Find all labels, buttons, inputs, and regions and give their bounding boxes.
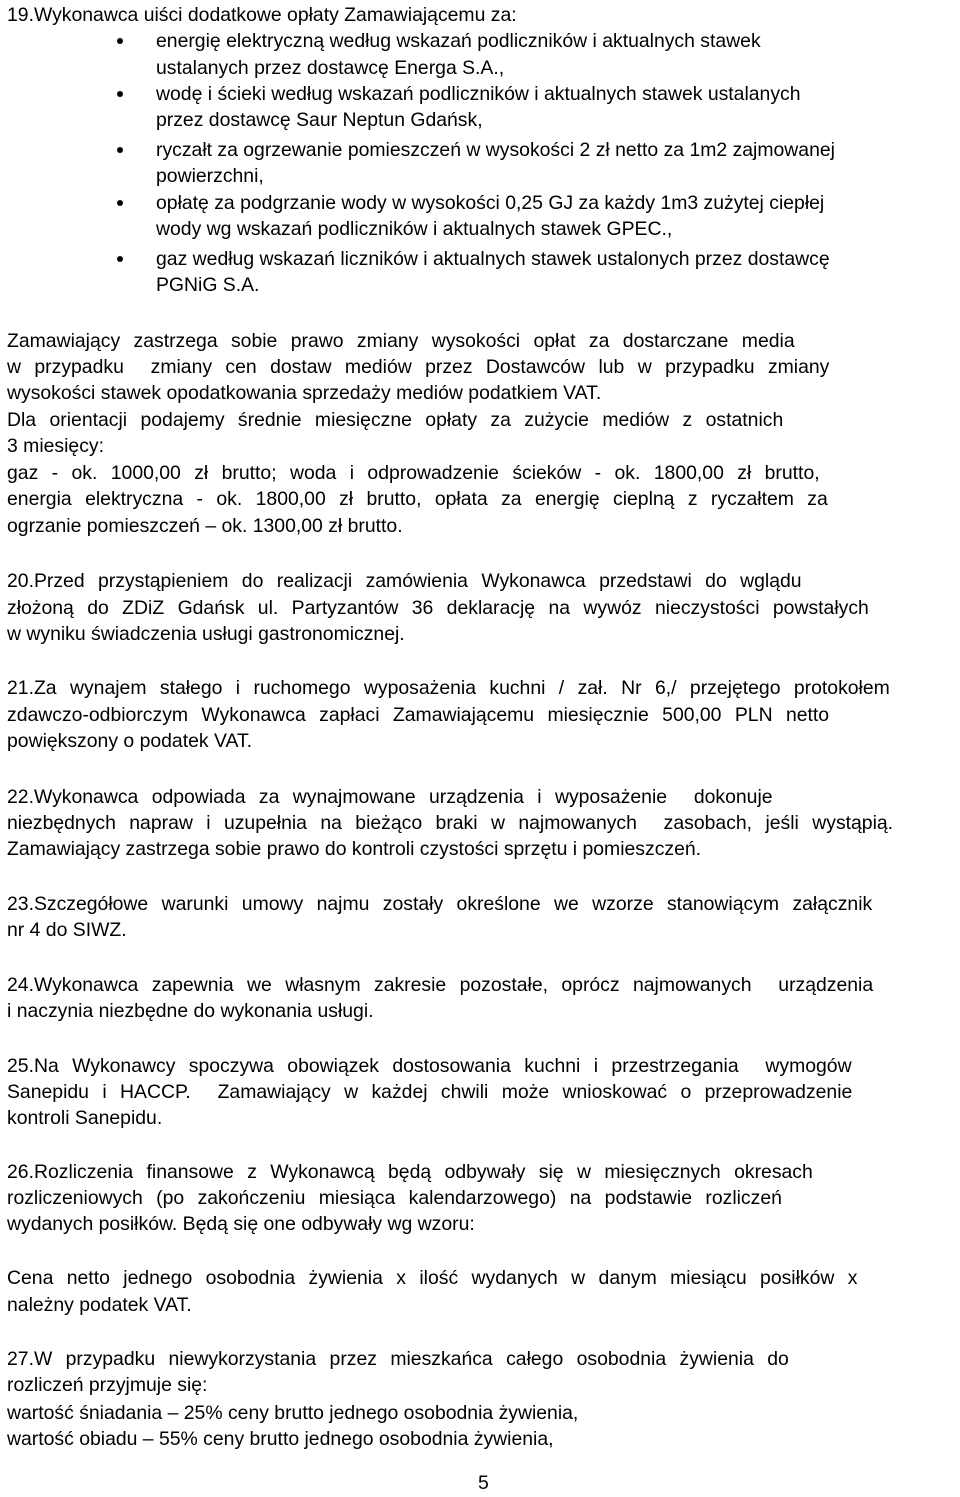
text-line: wody wg wskazań podliczników i aktualnych stawek GPEC.,	[156, 218, 673, 240]
bullet-item-line: ryczałt za ogrzewanie pomieszczeń w wysokości 2 zł netto za 1m2 zajmowanej	[156, 139, 835, 161]
bullet-item-line: gaz według wskazań liczników i aktualnych stawek ustalonych przez dostawcę	[156, 248, 830, 270]
text-line: wysokości stawek opodatkowania sprzedaży mediów podatkiem VAT.	[7, 382, 602, 404]
bullet-icon	[117, 91, 123, 97]
text-line: wartość śniadania – 25% ceny brutto jednego osobodnia żywienia,	[7, 1402, 579, 1424]
bullet-icon	[117, 200, 123, 206]
text-line: gaz - ok. 1000,00 zł brutto; woda i odprowadzenie ścieków - ok. 1800,00 zł brutto,	[7, 462, 820, 484]
text-line: złożoną do ZDiZ Gdańsk ul. Partyzantów 36 deklarację na wywóz nieczystości powstałych	[7, 597, 869, 619]
text-line: Sanepidu i HACCP. Zamawiający w każdej chwili może wnioskować o przeprowadzenie	[7, 1081, 853, 1103]
text-line: 26.Rozliczenia finansowe z Wykonawcą będą odbywały się w miesięcznych okresach	[7, 1161, 813, 1183]
text-line: Cena netto jednego osobodnia żywienia x ilość wydanych w danym miesiącu posiłków x	[7, 1267, 858, 1289]
text-line: 3 miesięcy:	[7, 435, 104, 457]
text-line: 24.Wykonawca zapewnia we własnym zakresie pozostałe, oprócz najmowanych urządzenia	[7, 974, 874, 996]
text-line: 23.Szczegółowe warunki umowy najmu zostały określone we wzorze stanowiącym załącznik	[7, 893, 873, 915]
text-line: rozliczeń przyjmuje się:	[7, 1374, 208, 1396]
bullet-item-line: opłatę za podgrzanie wody w wysokości 0,25 GJ za każdy 1m3 zużytej ciepłej	[156, 192, 825, 214]
text-line: 19.Wykonawca uiści dodatkowe opłaty Zamawiającemu za:	[7, 4, 517, 26]
text-line: PGNiG S.A.	[156, 274, 260, 296]
text-line: Dla orientacji podajemy średnie miesięczne opłaty za zużycie mediów z ostatnich	[7, 409, 784, 431]
text-line: energia elektryczna - ok. 1800,00 zł brutto, opłata za energię cieplną z ryczałtem za	[7, 488, 828, 510]
text-line: Zamawiający zastrzega sobie prawo zmiany wysokości opłat za dostarczane media	[7, 330, 795, 352]
text-line: rozliczeniowych (po zakończeniu miesiąca kalendarzowego) na podstawie rozliczeń	[7, 1187, 782, 1209]
text-line: wydanych posiłków. Będą się one odbywały wg wzoru:	[7, 1213, 475, 1235]
text-line: należny podatek VAT.	[7, 1294, 192, 1316]
bullet-item-line: energię elektryczną według wskazań podliczników i aktualnych stawek	[156, 30, 761, 52]
text-line: w przypadku zmiany cen dostaw mediów przez Dostawców lub w przypadku zmiany	[7, 356, 830, 378]
bullet-icon	[117, 256, 123, 262]
text-line: niezbędnych napraw i uzupełnia na bieżąco braki w najmowanych zasobach, jeśli wystąpią.	[7, 812, 894, 834]
text-line: 27.W przypadku niewykorzystania przez mieszkańca całego osobodnia żywienia do	[7, 1348, 789, 1370]
text-line: ustalanych przez dostawcę Energa S.A.,	[156, 57, 505, 79]
text-line: zdawczo-odbiorczym Wykonawca zapłaci Zamawiającemu miesięcznie 500,00 PLN netto	[7, 704, 830, 726]
text-line: nr 4 do SIWZ.	[7, 919, 127, 941]
text-line: w wyniku świadczenia usługi gastronomicznej.	[7, 623, 405, 645]
text-line: 20.Przed przystąpieniem do realizacji zamówienia Wykonawca przedstawi do wglądu	[7, 570, 802, 592]
text-line: przez dostawcę Saur Neptun Gdańsk,	[156, 109, 483, 131]
text-line: powierzchni,	[156, 165, 264, 187]
text-line: 25.Na Wykonawcy spoczywa obowiązek dostosowania kuchni i przestrzegania wymogów	[7, 1055, 852, 1077]
bullet-item-line: wodę i ścieki według wskazań podliczników i aktualnych stawek ustalanych	[156, 83, 801, 105]
text-line: wartość obiadu – 55% ceny brutto jednego osobodnia żywienia,	[7, 1428, 554, 1450]
text-line: i naczynia niezbędne do wykonania usługi.	[7, 1000, 374, 1022]
text-line: kontroli Sanepidu.	[7, 1107, 163, 1129]
text-line: ogrzanie pomieszczeń – ok. 1300,00 zł brutto.	[7, 515, 403, 537]
page-number: 5	[478, 1472, 489, 1494]
bullet-icon	[117, 147, 123, 153]
text-line: 22.Wykonawca odpowiada za wynajmowane urządzenia i wyposażenie dokonuje	[7, 786, 773, 808]
text-line: Zamawiający zastrzega sobie prawo do kontroli czystości sprzętu i pomieszczeń.	[7, 838, 702, 860]
text-line: powiększony o podatek VAT.	[7, 730, 253, 752]
bullet-icon	[117, 38, 123, 44]
text-line: 21.Za wynajem stałego i ruchomego wyposażenia kuchni / zał. Nr 6,/ przejętego protokołem	[7, 677, 890, 699]
